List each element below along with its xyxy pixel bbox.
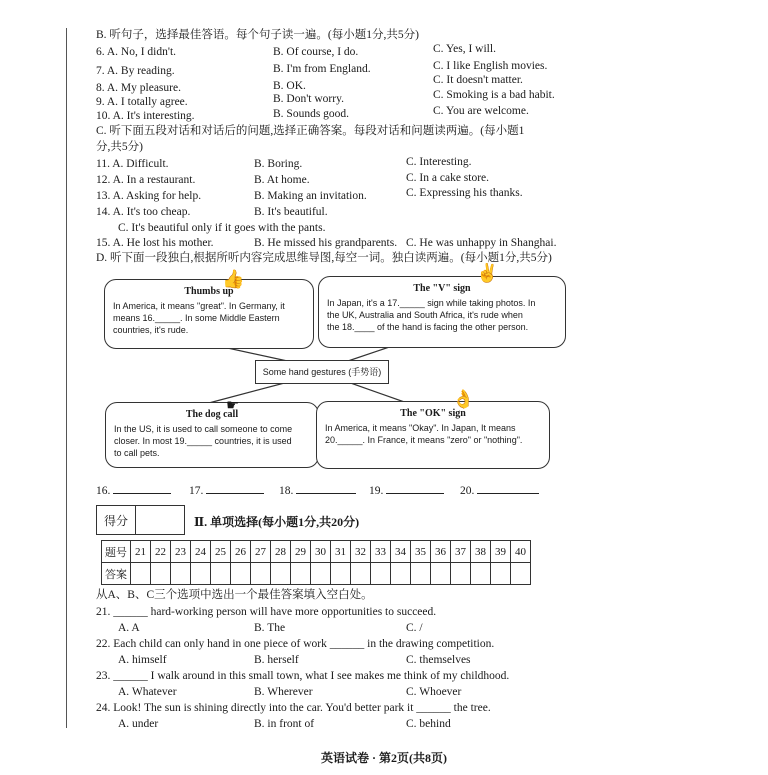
option-a: 9. A. I totally agree. <box>96 96 188 108</box>
option-c: C. / <box>406 622 423 634</box>
option-a: A. A <box>118 622 140 634</box>
v-sign-title: The "V" sign <box>413 283 471 294</box>
ok-sign-title: The "OK" sign <box>400 408 466 419</box>
answer-cell[interactable] <box>171 563 191 585</box>
option-c: C. Expressing his thanks. <box>406 187 523 199</box>
question-22: 22. Each child can only hand in one piece of work ______ in the drawing competition. <box>96 638 495 650</box>
score-box <box>96 505 185 535</box>
option-c: C. Interesting. <box>406 156 472 168</box>
question-number-cell: 33 <box>371 541 391 563</box>
option-c: C. In a cake store. <box>406 172 490 184</box>
option-b: B. At home. <box>254 174 310 186</box>
ok-sign-line2: 20._____. In France, it means "zero" or "nothing". <box>325 435 523 445</box>
score-field[interactable] <box>136 506 185 535</box>
question-21: 21. ______ hard-working person will have more opportunities to succeed. <box>96 606 437 618</box>
answer-cell[interactable] <box>151 563 171 585</box>
option-c: C. He was unhappy in Shanghai. <box>406 237 557 249</box>
option-c: C. It doesn't matter. <box>433 74 523 86</box>
option-b: B. Sounds good. <box>273 108 350 120</box>
question-number-cell: 38 <box>471 541 491 563</box>
dog-call-title: The dog call <box>185 409 239 420</box>
v-sign-line3: the 18.____ of the hand is facing the other person. <box>327 322 529 332</box>
option-b: B. OK. <box>273 80 306 92</box>
answer-cell[interactable] <box>411 563 431 585</box>
question-number-cell: 27 <box>251 541 271 563</box>
answer-cell[interactable] <box>371 563 391 585</box>
option-b: B. herself <box>254 654 299 666</box>
blank-16[interactable]: 16. <box>96 482 171 497</box>
option-b: B. He missed his grandparents. <box>254 237 398 249</box>
answer-cell[interactable] <box>311 563 331 585</box>
option-c: C. themselves <box>406 654 471 666</box>
section-2-instruction: 从A、B、C三个选项中选出一个最佳答案填入空白处。 <box>96 589 373 601</box>
question-number-cell: 28 <box>271 541 291 563</box>
option-b: B. Don't worry. <box>273 93 344 105</box>
answer-cell[interactable] <box>431 563 451 585</box>
part-d-instruction: D. 听下面一段独白,根据所听内容完成思维导图,每空一词。独白读两遍。(每小题1分,共5分) <box>96 252 552 264</box>
answer-cell[interactable] <box>451 563 471 585</box>
question-21-options <box>96 621 656 637</box>
question-number-cell: 31 <box>331 541 351 563</box>
option-c: C. behind <box>406 718 451 730</box>
section-2-title: Ⅱ. 单项选择(每小题1分,共20分) <box>194 515 360 529</box>
thumbs-up-icon: 👍 <box>222 269 245 289</box>
part-c-instruction-cont: 分,共5分) <box>96 141 143 153</box>
blank-20[interactable]: 20. <box>460 482 539 497</box>
option-c: C. You are welcome. <box>433 105 529 117</box>
question-number-cell: 37 <box>451 541 471 563</box>
part-b-instruction: B. 听句子，选择最佳答语。每个句子读一遍。(每小题1分,共5分) <box>96 29 419 41</box>
thumbs-up-bubble <box>104 279 314 349</box>
question-number-cell: 23 <box>171 541 191 563</box>
answer-cell[interactable] <box>211 563 231 585</box>
dog-call-line3: to call pets. <box>114 448 160 458</box>
option-b: B. It's beautiful. <box>254 206 328 218</box>
answer-cell[interactable] <box>391 563 411 585</box>
option-c: C. Smoking is a bad habit. <box>433 89 555 101</box>
v-sign-icon: ✌ <box>476 263 499 283</box>
option-a: 7. A. By reading. <box>96 65 175 77</box>
question-number-cell: 32 <box>351 541 371 563</box>
v-sign-bubble <box>318 276 566 348</box>
answer-cell[interactable] <box>231 563 251 585</box>
question-number-cell: 22 <box>151 541 171 563</box>
question-24-options <box>96 717 656 733</box>
question-number-row <box>102 541 531 563</box>
dog-call-line2: closer. In most 19._____ countries, it is used <box>114 436 292 446</box>
option-c: C. Yes, I will. <box>433 43 496 55</box>
option-c: C. It's beautiful only if it goes with the pants. <box>118 222 326 234</box>
answer-cell[interactable] <box>251 563 271 585</box>
question-number-cell: 40 <box>511 541 531 563</box>
answer-label: 答案 <box>102 563 131 585</box>
number-label: 题号 <box>102 541 131 563</box>
question-number-cell: 30 <box>311 541 331 563</box>
question-number-cell: 39 <box>491 541 511 563</box>
question-number-cell: 29 <box>291 541 311 563</box>
option-b: B. in front of <box>254 718 315 730</box>
v-sign-line2: the UK, Australia and South Africa, it's rude when <box>327 310 523 320</box>
option-c: C. I like English movies. <box>433 60 548 72</box>
option-a: A. Whatever <box>118 686 177 698</box>
question-number-cell: 35 <box>411 541 431 563</box>
question-number-cell: 34 <box>391 541 411 563</box>
option-b: B. Boring. <box>254 158 303 170</box>
question-number-cell: 21 <box>131 541 151 563</box>
dog-call-hand-icon: ☛ <box>226 398 240 414</box>
option-b: B. The <box>254 622 286 634</box>
mind-map-center: Some hand gestures (手势语) <box>255 360 389 384</box>
option-a: 6. A. No, I didn't. <box>96 46 177 58</box>
answer-cell[interactable] <box>331 563 351 585</box>
option-b: B. Wherever <box>254 686 313 698</box>
thumbs-up-line3: countries, it's rude. <box>113 325 189 335</box>
question-24: 24. Look! The sun is shining directly into the car. You'd better park it ______ the tree. <box>96 702 491 714</box>
option-a: 14. A. It's too cheap. <box>96 206 191 218</box>
option-b: B. Of course, I do. <box>273 46 359 58</box>
option-b: B. Making an invitation. <box>254 190 367 202</box>
option-a: 13. A. Asking for help. <box>96 190 202 202</box>
ok-sign-icon: 👌 <box>452 389 475 409</box>
answer-blanks <box>96 482 566 498</box>
answer-grid <box>101 540 531 585</box>
ok-sign-line1: In America, it means "Okay". In Japan, It means <box>325 423 516 433</box>
option-a: 10. A. It's interesting. <box>96 110 195 122</box>
option-a: A. under <box>118 718 159 730</box>
question-number-cell: 25 <box>211 541 231 563</box>
thumbs-up-line2: means 16._____. In some Middle Eastern <box>113 313 280 323</box>
answer-cell[interactable] <box>511 563 531 585</box>
question-23-options <box>96 685 656 701</box>
answer-cell[interactable] <box>131 563 151 585</box>
page-footer: 英语试卷 · 第2页(共8页) <box>321 751 447 765</box>
score-label: 得分 <box>97 506 136 535</box>
option-a: 8. A. My pleasure. <box>96 82 181 94</box>
blank-18[interactable]: 18. <box>279 482 356 497</box>
question-number-cell: 26 <box>231 541 251 563</box>
answer-cell[interactable] <box>491 563 511 585</box>
option-a: 15. A. He lost his mother. <box>96 237 214 249</box>
option-a: A. himself <box>118 654 167 666</box>
answer-cell[interactable] <box>471 563 491 585</box>
answer-row <box>102 563 531 585</box>
thumbs-up-line1: In America, it means "great". In Germany, it <box>113 301 285 311</box>
answer-cell[interactable] <box>291 563 311 585</box>
question-number-cell: 24 <box>191 541 211 563</box>
thumbs-up-title: Thumbs up <box>184 286 234 297</box>
ok-sign-bubble <box>316 401 550 469</box>
blank-17[interactable]: 17. <box>189 482 264 497</box>
part-c-instruction: C. 听下面五段对话和对话后的问题,选择正确答案。每段对话和问题读两遍。(每小题1 <box>96 125 525 137</box>
v-sign-line1: In Japan, it's a 17._____ sign while taking photos. In <box>327 298 536 308</box>
answer-cell[interactable] <box>351 563 371 585</box>
blank-19[interactable]: 19. <box>369 482 444 497</box>
option-a: 12. A. In a restaurant. <box>96 174 196 186</box>
answer-cell[interactable] <box>271 563 291 585</box>
dog-call-line1: In the US, it is used to call someone to come <box>114 424 293 434</box>
answer-cell[interactable] <box>191 563 211 585</box>
option-a: 11. A. Difficult. <box>96 158 169 170</box>
option-c: C. Whoever <box>406 686 462 698</box>
question-number-cell: 36 <box>431 541 451 563</box>
option-b: B. I'm from England. <box>273 63 371 75</box>
dog-call-bubble <box>105 402 319 468</box>
question-23: 23. ______ I walk around in this small town, what I see makes me think of my childhood. <box>96 670 510 682</box>
question-22-options <box>96 653 656 669</box>
